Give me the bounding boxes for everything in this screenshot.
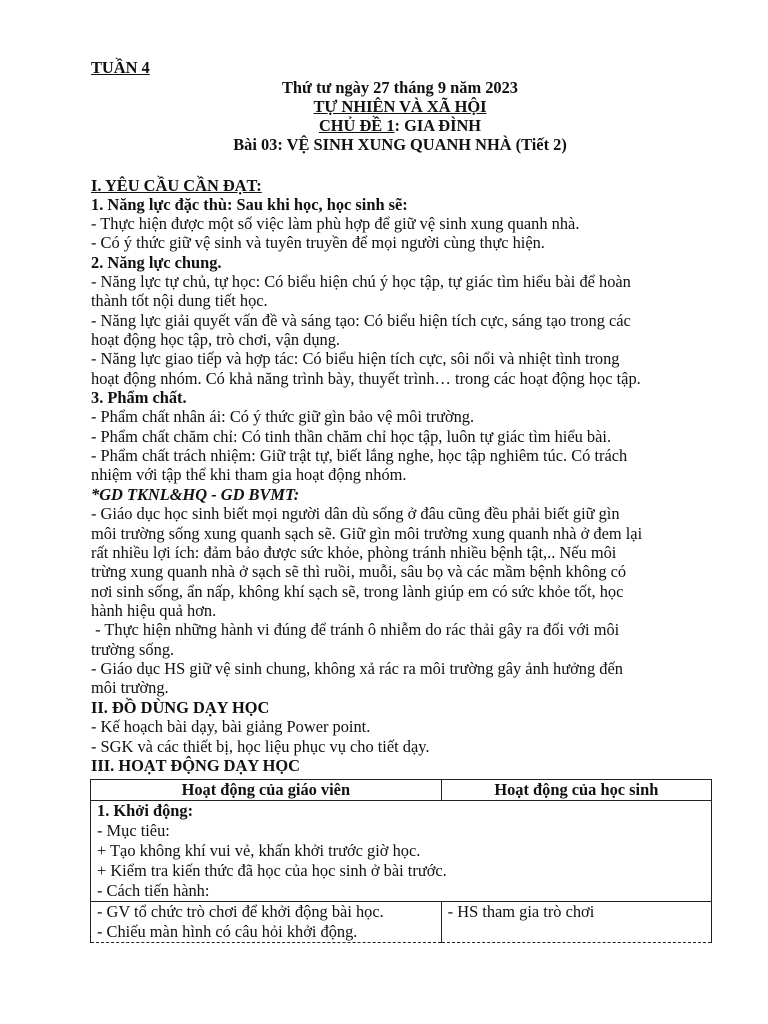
table-row [91,902,712,943]
text-line: - Giáo dục học sinh biết mọi người dân dù sống ở đâu cũng đều phải biết giữ gìn [91,504,620,523]
text-line: + Tạo không khí vui vẻ, khấn khởi trước giờ học. [97,841,421,860]
text-line: - Năng lực tự chủ, tự học: Có biểu hiện chú ý học tập, tự giác tìm hiểu bài để hoàn [91,272,631,291]
text-line: - Phẩm chất chăm chỉ: Có tinh thần chăm chỉ học tập, luôn tự giác tìm hiểu bài. [91,427,612,446]
text-line: - Phẩm chất trách nhiệm: Giữ trật tự, biết lắng nghe, học tập nghiêm túc. Có trách [91,446,628,465]
text-line: - Năng lực giải quyết vấn đề và sáng tạo: Có biểu hiện tích cực, sáng tạo trong các [91,311,631,330]
student-activity-cell [441,902,711,943]
subsection-1-title: 1. Năng lực đặc thù: Sau khi học, học sinh sẽ: [91,195,408,214]
text-line: hoạt động nhóm. Có khả năng trình bày, thuyết trình… trong các hoạt động học tập. [91,369,641,388]
warmup-cell [91,801,712,902]
text-line: - Chiếu màn hình có câu hỏi khởi động. [97,922,358,941]
section-3-title: III. HOẠT ĐỘNG DẠY HỌC [91,756,301,775]
col-student-header: Hoạt động của học sinh [441,780,711,801]
text-line: trường sống. [91,640,175,659]
text-line: + Kiểm tra kiến thức đã học của học sinh ở bài trước. [97,861,447,880]
text-line: - SGK và các thiết bị, học liệu phục vụ cho tiết dạy. [91,737,430,756]
section-1-title: I. YÊU CẦU CẦN ĐẠT: [91,176,262,195]
text-line: rất nhiều lợi ích: đảm bảo được sức khỏe, phòng tránh nhiều bệnh tật,.. Nếu môi [91,543,617,562]
text-line: - Thực hiện được một số việc làm phù hợp để giữ vệ sinh xung quanh nhà. [91,214,580,233]
subsection-2-title: 2. Năng lực chung. [91,253,222,272]
table-row [91,801,712,902]
table-header-row [91,780,712,801]
text-line: nhiệm với tập thể khi tham gia hoạt động nhóm. [91,465,407,484]
text-line: - Thực hiện những hành vi đúng để tránh ô nhiễm do rác thải gây ra đối với môi [91,620,620,639]
gd-title: *GD TKNL&HQ - GD BVMT: [91,485,300,504]
topic-label: CHỦ ĐỀ 1 [318,116,395,135]
topic-line [90,116,710,136]
subsection-3-title: 3. Phẩm chất. [91,388,187,407]
text-line: hoạt động học tập, trò chơi, vận dụng. [91,330,341,349]
text-line: trừng xung quanh nhà ở sạch sẽ thì ruồi, muỗi, sâu bọ và các mầm bệnh không có [91,562,627,581]
text-line: - Có ý thức giữ vệ sinh và tuyên truyền để mọi người cùng thực hiện. [91,233,545,252]
text-line: - HS tham gia trò chơi [447,902,595,921]
text-line: môi trường. [91,678,169,697]
text-line: - Năng lực giao tiếp và hợp tác: Có biểu hiện tích cực, sôi nổi và nhiệt tình trong [91,349,620,368]
text-line: - GV tổ chức trò chơi để khởi động bài học. [97,902,384,921]
teacher-activity-cell [91,902,442,943]
text-line: - Giáo dục HS giữ vệ sinh chung, không xả rác ra môi trường gây ảnh hưởng đến [91,659,623,678]
date-line: Thứ tư ngày 27 tháng 9 năm 2023 [282,78,518,97]
text-line: môi trường sống xung quanh sạch sẽ. Giữ gìn môi trường xung quanh nhà ở đem lại [91,524,643,543]
week-label: TUẦN 4 [91,58,150,77]
text-line: - Cách tiến hành: [97,881,210,900]
text-line: thành tốt nội dung tiết học. [91,291,268,310]
text-line: hành hiệu quả hơn. [91,601,217,620]
text-line: - Mục tiêu: [97,821,170,840]
subject-title: TỰ NHIÊN VÀ XÃ HỘI [313,97,487,116]
col-teacher-header: Hoạt động của giáo viên [91,780,442,801]
text-line: - Phẩm chất nhân ái: Có ý thức giữ gìn bảo vệ môi trường. [91,407,475,426]
section-2-title: II. ĐỒ DÙNG DẠY HỌC [91,698,270,717]
warmup-title: 1. Khởi động: [97,801,194,820]
text-line: nơi sinh sống, ẩn nấp, không khí sạch sẽ, trong lành giúp em có sức khỏe tốt, học [91,582,624,601]
text-line: - Kế hoạch bài dạy, bài giảng Power point. [91,717,371,736]
lesson-title: Bài 03: VỆ SINH XUNG QUANH NHÀ (Tiết 2) [233,135,567,154]
topic-rest: : GIA ĐÌNH [394,116,482,135]
activity-table [90,779,712,943]
